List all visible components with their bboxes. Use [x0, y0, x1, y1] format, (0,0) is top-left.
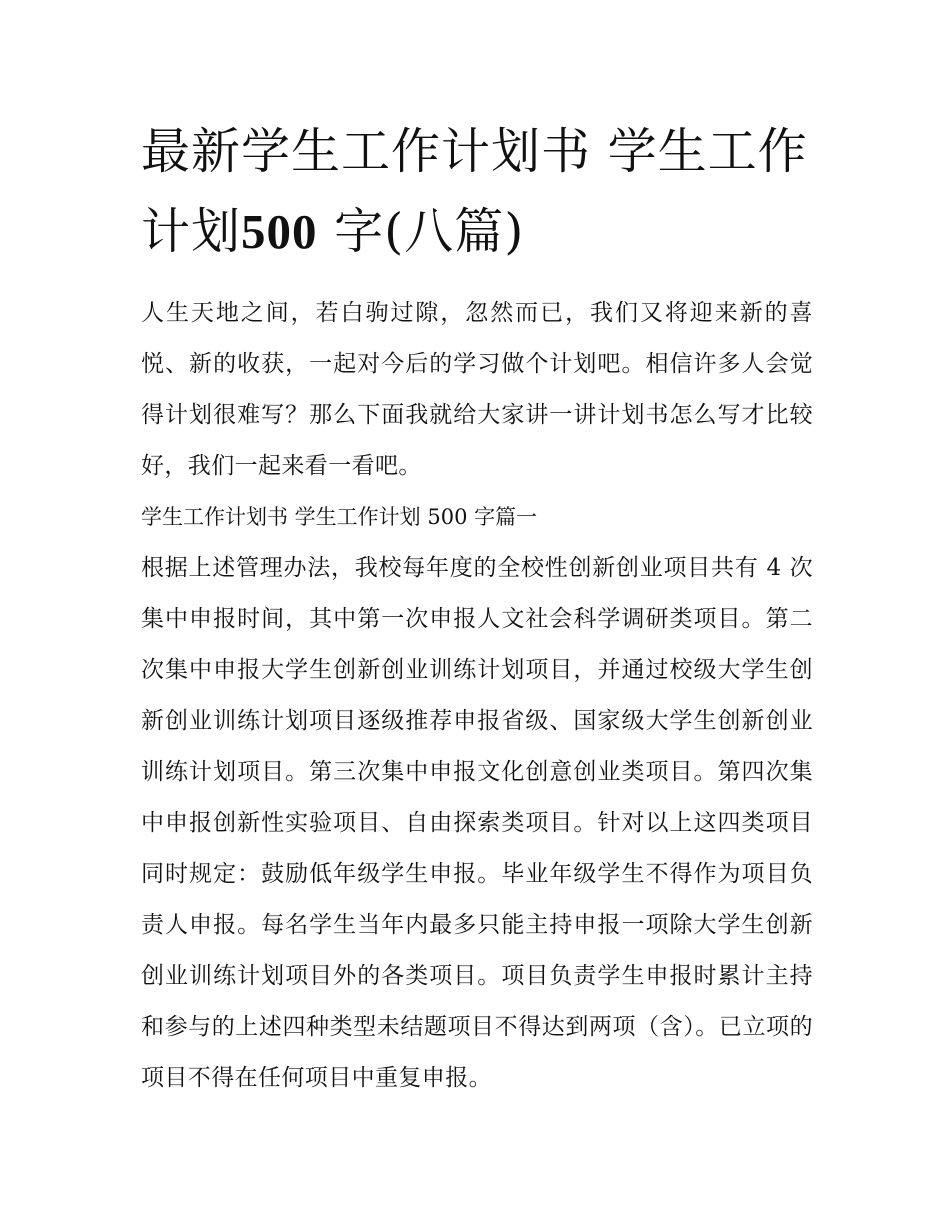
document-body: [141, 112, 813, 1104]
document-title: [141, 112, 813, 272]
title-number: 500: [241, 204, 318, 259]
title-text-part1: 最新学生工作计划书 学生工作计划: [141, 123, 808, 260]
intro-paragraph: 人生天地之间，若白驹过隙，忽然而已，我们又将迎来新的喜悦、新的收获，一起对今后的学习做个计划吧。相信许多人会觉得计划很难写？那么下面我就给大家讲一讲计划书怎么写才比较好，我们一起来看一看吧。: [141, 300, 813, 479]
section-heading: 学生工作计划书 学生工作计划 500 字篇一: [141, 505, 538, 529]
section-paragraph: 根据上述管理办法，我校每年度的全校性创新创业项目共有 4 次集中申报时间，其中第一次申报人文社会科学调研类项目。第二次集中申报大学生创新创业训练计划项目，并通过校级大学生创新创业训练计划项目逐级推荐申报省级、国家级大学生创新创业训练计划项目。第三次集中申报文化创意创业类项目。第四次集中申报创新性实验项目、自由探索类项目。针对以上这四类项目同时规定：鼓励低年级学生申报。毕业年级学生不得作为项目负责人申报。每名学生当年内最多只能主持申报一项除大学生创新创业训练计划项目外的各类项目。项目负责学生申报时累计主持和参与的上述四种类型未结题项目不得达到两项（含）。已立项的项目不得在任何项目中重复申报。: [141, 555, 813, 1091]
title-text-part2: 字(八篇): [334, 203, 525, 260]
